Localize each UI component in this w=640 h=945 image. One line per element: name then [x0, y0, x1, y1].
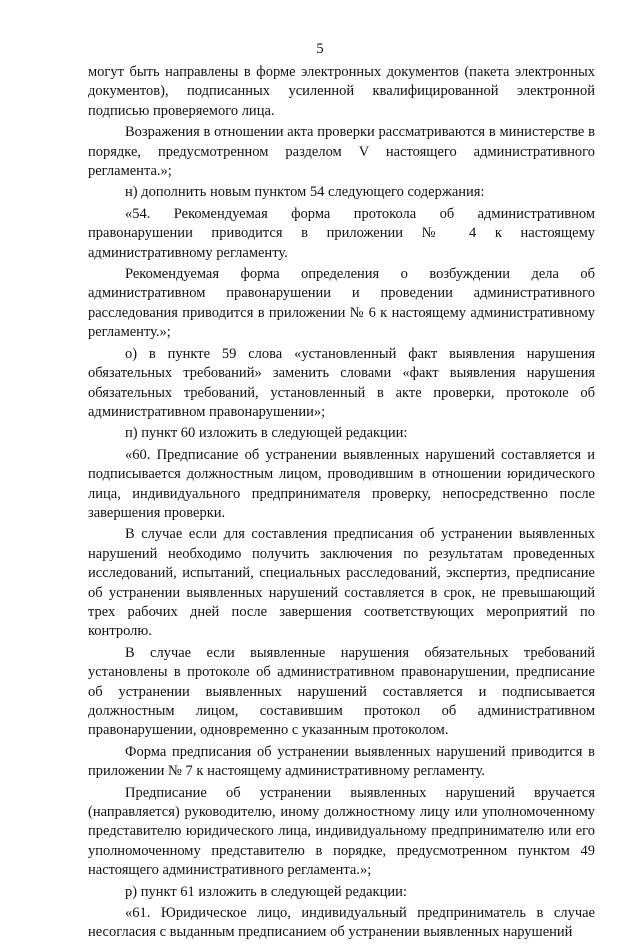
paragraph-1: могут быть направлены в форме электронных документов (пакета электронных документов), подписанных усиленной квалифицированной электронной подписью проверяемого лица. — [88, 64, 595, 119]
paragraph-8: «60. Предписание об устранении выявленных нарушений составляется и подписывается должностным лицом, проводившим в отношении юридического лица, индивидуального предпринимателя проверку, непосредственно после завершения проверки. — [88, 446, 595, 521]
paragraph-10: В случае если выявленные нарушения обязательных требований установлены в протоколе об административном правонарушении, предписание об устранении выявленных нарушений составляется и подписывается должностным лицом, составившим протокол об административном правонарушении, одновременно с указанным протоколом. — [88, 644, 595, 739]
paragraph-12: Предписание об устранении выявленных нарушений вручается (направляется) руководителю, иному должностному лицу или уполномоченному представителю юридического лица, индивидуальному предпринимателю или его уполномоченному представителю в порядке, предусмотренном пунктом 49 настоящего административного регламента.»; — [88, 784, 595, 879]
paragraph-4: «54. Рекомендуемая форма протокола об административном правонарушении приводится в приложении № 4 к настоящему административному регламенту. — [88, 205, 595, 261]
paragraph-9: В случае если для составления предписания об устранении выявленных нарушений необходимо получить заключения по результатам проведенных исследований, испытаний, специальных расследований, экспертиз, предписание об устранении выявленных нарушений составляется в срок, не превышающий трех рабочих дней после завершения соответствующих мероприятий по контролю. — [88, 526, 595, 640]
paragraph-6: о) в пункте 59 слова «установленный факт выявления нарушения обязательных требований» заменить словами «факт выявления нарушения обязательных требований, установленный в акте проверки, протоколе об административном правонарушении»; — [88, 345, 595, 420]
paragraph-13: р) пункт 61 изложить в следующей редакции: — [125, 883, 407, 900]
paragraph-5: Рекомендуемая форма определения о возбуждении дела об административном правонарушении и проведении административного расследования приводится в приложении № 6 к настоящему административному регламенту.»; — [88, 266, 595, 341]
document-body — [88, 63, 595, 945]
page-number: 5 — [316, 41, 324, 57]
paragraph-2: Возражения в отношении акта проверки рассматриваются в министерстве в порядке, предусмотренном разделом V настоящего административного регламента.»; — [88, 124, 595, 180]
paragraph-11: Форма предписания об устранении выявленных нарушений приводится в приложении № 7 к настоящему административному регламенту. — [88, 743, 595, 780]
paragraph-14: «61. Юридическое лицо, индивидуальный предприниматель в случае несогласия с выданным предписанием об устранении выявленных нарушений — [88, 905, 595, 941]
paragraph-7: п) пункт 60 изложить в следующей редакции: — [125, 425, 408, 442]
paragraph-3: н) дополнить новым пунктом 54 следующего содержания: — [125, 184, 485, 201]
